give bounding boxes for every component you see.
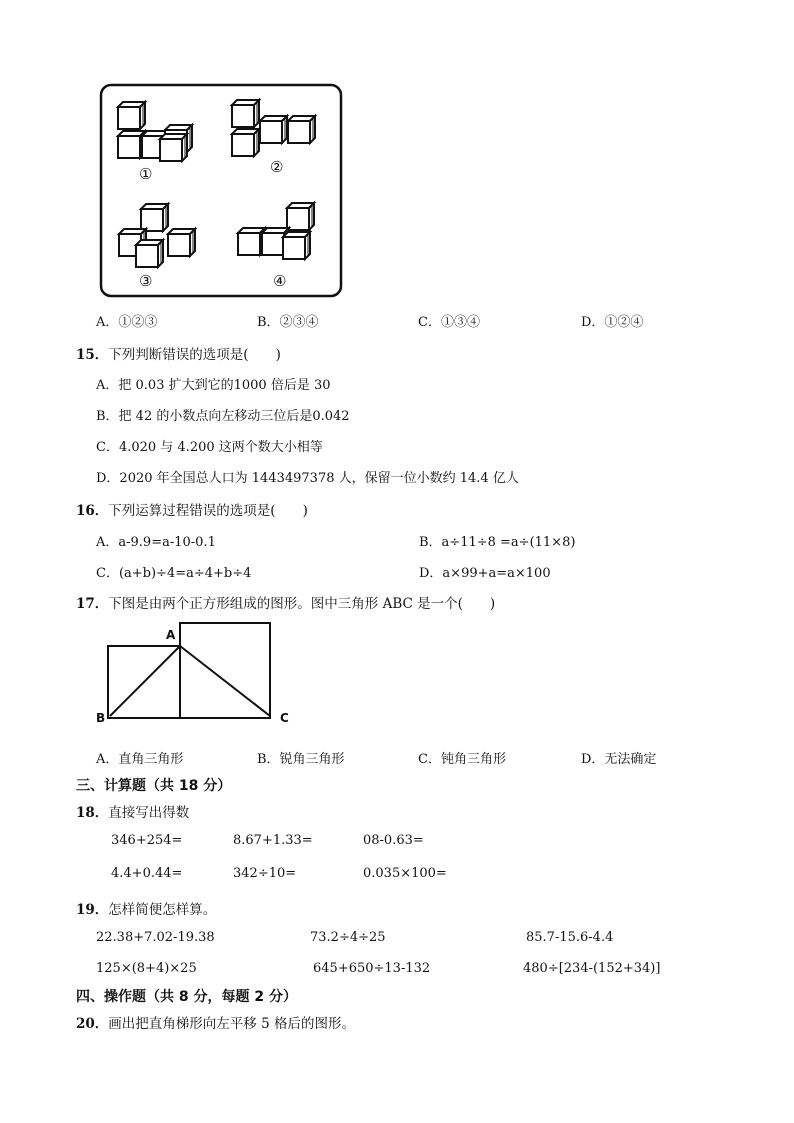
q14-option-b[interactable]: B．②③④ (257, 315, 319, 330)
q16-option-d[interactable]: D．a×99+a=a×100 (419, 566, 551, 581)
figure-label-4: ④ (273, 272, 287, 290)
q15-option-d[interactable]: D．2020 年全国总人口为 1443497378 人，保留一位小数约 14.4 亿人 (96, 471, 519, 486)
q18-item: 8.67+1.33= (233, 833, 313, 848)
q14-option-c[interactable]: C．①③④ (418, 315, 480, 330)
q20-stem: 画出把直角梯形向左平移 5 格后的图形。 (108, 1016, 355, 1032)
q17-stem: 下图是由两个正方形组成的图形。图中三角形 ABC 是一个( ) (108, 596, 496, 612)
q18-item: 346+254= (111, 833, 183, 848)
q20-question (76, 1012, 355, 1032)
q19-number: 19． (76, 902, 109, 918)
q16-option-b[interactable]: B．a÷11÷8 =a÷(11×8) (419, 535, 576, 550)
q19-item: 73.2÷4÷25 (310, 930, 386, 945)
segment-ac (180, 646, 270, 716)
q14-option-d[interactable]: D．①②④ (581, 315, 644, 330)
q19-question (76, 898, 216, 918)
q15-option-a[interactable]: A．把 0.03 扩大到它的1000 倍后是 30 (96, 378, 331, 393)
q17-option-d[interactable]: D．无法确定 (581, 752, 657, 767)
q17-question (76, 592, 495, 612)
q15-option-b[interactable]: B．把 42 的小数点向左移动三位后是0.042 (96, 409, 350, 424)
q19-item: 85.7-15.6-4.4 (526, 930, 614, 945)
figure-label-3: ③ (139, 272, 153, 290)
q15-option-c[interactable]: C．4.020 与 4.200 这两个数大小相等 (96, 440, 323, 455)
q14-option-a[interactable]: A．①②③ (96, 315, 158, 330)
q16-option-c[interactable]: C．(a+b)÷4=a÷4+b÷4 (96, 566, 252, 581)
q15-stem: 下列判断错误的选项是( ) (108, 347, 281, 363)
section-3-title: 三、计算题（共 18 分） (76, 778, 232, 794)
q18-number: 18． (76, 805, 109, 821)
q18-stem: 直接写出得数 (108, 805, 190, 821)
q20-number: 20． (76, 1016, 109, 1032)
q15-number: 15． (76, 347, 109, 363)
segment-ab (110, 646, 180, 716)
q16-question (76, 499, 308, 519)
q17-number: 17． (76, 596, 109, 612)
figure-label-2: ② (270, 158, 284, 176)
q18-item: 342÷10= (233, 866, 297, 881)
point-a-label: A (166, 628, 176, 642)
q18-item: 08-0.63= (363, 833, 424, 848)
point-c-label: C (280, 711, 289, 725)
q19-item: 22.38+7.02-19.38 (96, 930, 215, 945)
q16-number: 16． (76, 503, 109, 519)
q17-option-b[interactable]: B．锐角三角形 (257, 752, 345, 767)
section-4-title: 四、操作题（共 8 分，每题 2 分） (76, 989, 297, 1005)
cube-figures (0, 0, 794, 310)
q18-question (76, 801, 189, 821)
q19-stem: 怎样简便怎样算。 (108, 902, 217, 918)
q17-option-a[interactable]: A．直角三角形 (96, 752, 184, 767)
q18-item: 0.035×100= (363, 866, 447, 881)
q19-item: 645+650÷13-132 (313, 961, 431, 976)
figure-label-1: ① (139, 165, 153, 183)
q19-item: 125×(8+4)×25 (96, 961, 197, 976)
point-b-label: B (96, 711, 106, 725)
two-squares-figure (0, 610, 794, 740)
q15-question (76, 343, 281, 363)
q18-item: 4.4+0.44= (111, 866, 183, 881)
q17-option-c[interactable]: C．钝角三角形 (418, 752, 506, 767)
q16-option-a[interactable]: A．a-9.9=a-10-0.1 (96, 535, 216, 550)
q19-item: 480÷[234-(152+34)] (523, 961, 661, 976)
q16-stem: 下列运算过程错误的选项是( ) (108, 503, 308, 519)
